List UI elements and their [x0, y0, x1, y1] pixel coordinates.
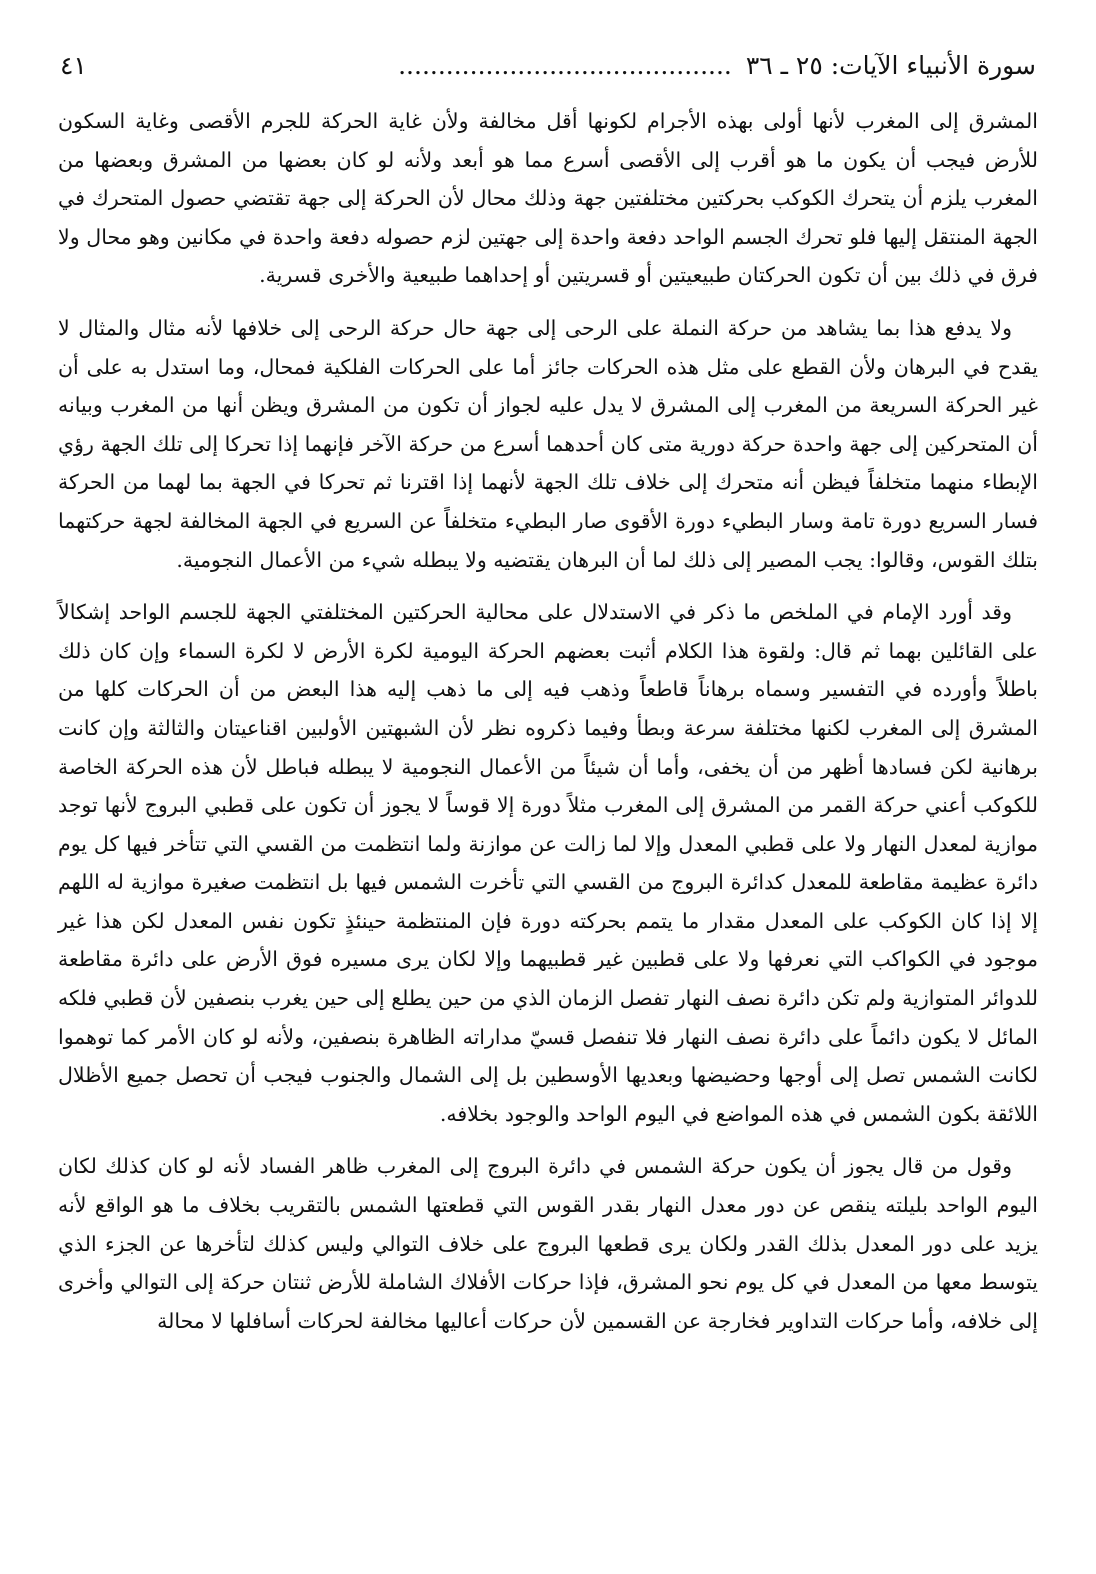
book-page — [58, 48, 1038, 1548]
paragraph-1: المشرق إلى المغرب لأنها أولى بهذه الأجرام لكونها أقل مخالفة ولأن غاية الحركة للجرم الأقصى وغاية السكون للأرض فيجب أن يكون ما هو أقرب إلى الأقصى أسرع مما هو أبعد ولأنه لو كان بعضها من المشرق وبعضها من المغرب يلزم أن يتحرك الكوكب بحركتين مختلفتين جهة وذلك محال لأن الحركة إلى جهة تقتضي حصول المتحرك في الجهة المنتقل إليها فلو تحرك الجسم الواحد دفعة واحدة إلى جهتين لزم حصوله دفعة واحدة في مكانين وهو محال ولا فرق في ذلك بين أن تكون الحركتان طبيعيتين أو قسريتين أو إحداهما طبيعية والأخرى قسرية. — [58, 109, 1038, 288]
leader-dots: .......................................... — [398, 51, 732, 80]
body-text — [58, 102, 1038, 1340]
running-header — [58, 48, 1038, 84]
paragraph-2: ولا يدفع هذا بما يشاهد من حركة النملة على الرحى إلى جهة حال حركة الرحى إلى خلافها لأنه مثال والمثال لا يقدح في البرهان ولأن القطع على مثل هذه الحركات جائز أما على الحركات الفلكية فمحال، وما استدل به على أن غير الحركة السريعة من المغرب إلى المشرق لا يدل عليه لجواز أن تكون من المشرق ويظن أنها من المغرب وبيانه أن المتحركين إلى جهة واحدة حركة دورية متى كان أحدهما أسرع من حركة الآخر فإنهما إذا تحركا إلى تلك الجهة رؤي الإبطاء منهما متخلفاً فيظن أنه متحرك إلى خلاف تلك الجهة لأنهما إذا اقترنا ثم تحركا في الجهة بما لهما من الحركة فسار السريع دورة تامة وسار البطيء دورة الأقوى صار البطيء متخلفاً عن السريع في الجهة المخالفة لجهة حركتهما بتلك القوس، وقالوا: يجب المصير إلى ذلك لما أن البرهان يقتضيه ولا يبطله شيء من الأعمال النجومية. — [58, 315, 1038, 572]
surah-title-text: سورة الأنبياء الآيات: ٢٥ ـ ٣٦ — [745, 51, 1036, 80]
surah-title — [87, 48, 1036, 84]
paragraph-4: وقول من قال يجوز أن يكون حركة الشمس في دائرة البروج إلى المغرب ظاهر الفساد لأنه لو كان كذلك لكان اليوم الواحد بليلته ينقص عن دور معدل النهار بقدر القوس التي قطعتها الشمس بالتقريب بخلاف ما هو الواقع لأنه يزيد على دور المعدل بذلك القدر ولكان يرى قطعها البروج على خلاف التوالي وليس كذلك لتأخرها عن الجزء الذي يتوسط معها من المعدل في كل يوم نحو المشرق، فإذا حركات الأفلاك الشاملة للأرض ثنتان حركة إلى التوالي وأخرى إلى خلافه، وأما حركات التداوير فخارجة عن القسمين لأن حركات أعاليها مخالفة لحركات أسافلها لا محالة — [58, 1154, 1038, 1333]
page-number: ٤١ — [60, 51, 87, 80]
paragraph-3: وقد أورد الإمام في الملخص ما ذكر في الاستدلال على محالية الحركتين المختلفتي الجهة للجسم الواحد إشكالاً على القائلين بهما ثم قال: ولقوة هذا الكلام أثبت بعضهم الحركة اليومية لكرة الأرض لا لكرة السماء وإن كان ذلك باطلاً وأورده في التفسير وسماه برهاناً قاطعاً وذهب فيه إلى ما ذهب إليه هذا البعض من أن الحركات كلها من المشرق إلى المغرب لكنها مختلفة سرعة وبطأ وفيما ذكروه نظر لأن الشبهتين الأولبين اقناعيتان والثالثة وإن كانت برهانية لكن فسادها أظهر من أن يخفى، وأما أن شيئاً من الأعمال النجومية لا يبطله فباطل لأن هذه الحركة الخاصة للكوكب أعني حركة القمر من المشرق إلى المغرب مثلاً دورة إلا قوساً لا يجوز أن تكون على قطبي البروج لأنها توجد موازية لمعدل النهار ولا على قطبي المعدل وإلا لما زالت عن موازنة ولما انتظمت من القسي التي تتأخر فيها كل يوم دائرة عظيمة مقاطعة للمعدل كدائرة البروج من القسي التي تأخرت الشمس فيها بل انتظمت صغيرة موازية له اللهم إلا إذا كان الكوكب على المعدل مقدار ما يتمم بحركته دورة فإن المنتظمة حينئذٍ تكون نفس المعدل لكن هذا غير موجود في الكواكب التي نعرفها ولا على قطبين غير قطبيهما وإلا لكان يرى مسيره فوق الأرض على دائرة مقاطعة للدوائر المتوازية ولم تكن دائرة نصف النهار تفصل الزمان الذي من حين يطلع إلى حين يغرب بنصفين لأن قطبي فلكه المائل لا يكون دائماً على دائرة نصف النهار فلا تنفصل قسيّ مداراته الظاهرة بنصفين، ولأنه لو كان الأمر كما توهموا لكانت الشمس تصل إلى أوجها وحضيضها وبعديها الأوسطين بل إلى الشمال والجنوب فيجب أن تحصل جميع الأظلال اللائقة بكون الشمس في هذه المواضع في اليوم الواحد والوجود بخلافه. — [58, 600, 1038, 1126]
